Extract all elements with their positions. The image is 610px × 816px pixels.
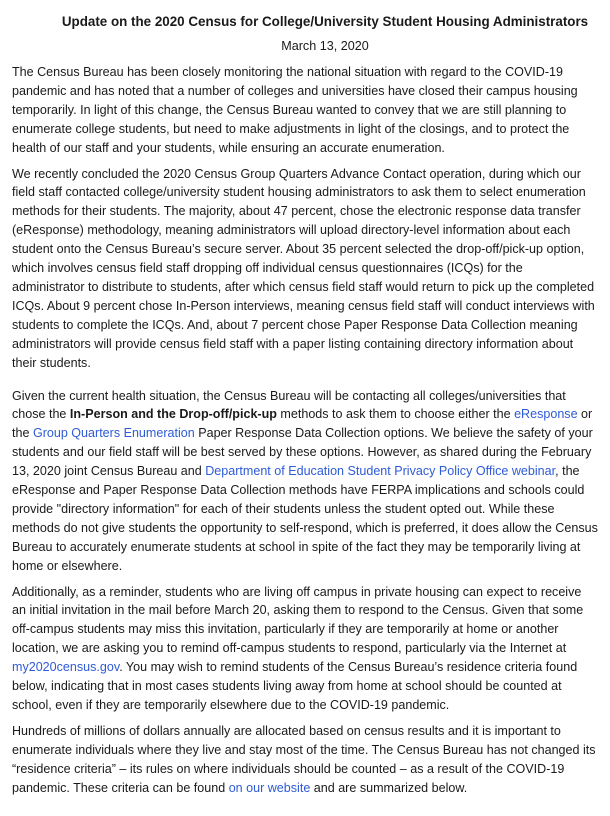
paragraph-intro: The Census Bureau has been closely monitoring the national situation with regard to the COVID-19 pandemic and has noted that a number of colleges and universities have closed their campus housing temporarily. In light of this change, the Census Bureau wanted to convey that we are still planning to enumerate college students, but need to make adjustments in light of the closings, and to protect the health of our staff and your students, while ensuring an accurate enumeration. xyxy=(12,65,578,155)
text-run: and are summarized below. xyxy=(310,780,468,795)
paragraph-health-situation xyxy=(12,387,598,576)
document-date: March 13, 2020 xyxy=(281,39,369,53)
paragraph-off-campus xyxy=(12,583,598,715)
eresponse-link[interactable]: eResponse xyxy=(514,407,578,422)
bold-methods: In-Person and the Drop-off/pick-up xyxy=(69,407,277,422)
text-run: Paper Response Data Collection options. We believe the safety of your students and our field staff will be best served by these options. However, as shared during the February 13, 2020 joint Census Bureau and xyxy=(12,426,593,479)
paragraph-residence-criteria xyxy=(12,722,598,798)
website-link[interactable]: on our website xyxy=(228,780,311,795)
text-run: or the xyxy=(12,407,593,441)
text-run: Additionally, as a reminder, students who are living off campus in private housing can expect to receive an initial invitation in the mail before March 20, asking them to respond to the Census. Given that some off-campus students may miss this invitation, particularly if they are temporarily at home or another location, we are asking you to remind off-campus students to respond, particularly via the Internet at xyxy=(12,584,584,656)
text-run: , the eResponse and Paper Response Data Collection methods have FERPA implications and schools could provide "directory information" for each of their students unless the student opted out. While these methods do not give students the opportunity to self-respond, which is preferred, it does allow the Census Bureau to accurately enumerate students at school in spite of the fact they may be temporarily living at home or elsewhere. xyxy=(12,464,598,573)
text-run: Given the current health situation, the Census Bureau will be contacting all colleges/universities that chose the xyxy=(12,388,566,422)
group-quarters-enumeration-link[interactable]: Group Quarters Enumeration xyxy=(32,426,195,441)
paragraph-advance-contact: We recently concluded the 2020 Census Group Quarters Advance Contact operation, during which our field staff contacted college/university student housing administrators to ask them to select enumeration methods for their students. The majority, about 47 percent, chose the electronic response data transfer (eResponse) methodology, meaning administrators will upload directory-level information about each student onto the Census Bureau’s secure server. About 35 percent selected the drop-off/pick-up option, which involves census field staff dropping off individual census questionnaires (ICQs) for the administrator to distribute to students, after which census field staff would return to pick up the completed ICQs. About 9 percent chose In-Person interviews, meaning census field staff will conduct interviews with students to complete the ICQs. And, about 7 percent chose Paper Response Data Collection meaning administrators will provide census field staff with a paper listing containing directory information about their students. xyxy=(12,166,595,370)
text-run: . You may wish to remind students of the Census Bureau’s residence criteria found below, indicating that in most cases students living away from home at school should be counted at school, even if they are temporarily elsewhere due to the COVID-19 pandemic. xyxy=(12,660,578,712)
my2020census-link[interactable]: my2020census.gov xyxy=(12,660,120,675)
privacy-webinar-link[interactable]: Department of Education Student Privacy Policy Office webinar xyxy=(205,464,556,479)
text-run: methods to ask them to choose either the xyxy=(276,407,515,422)
document-title: Update on the 2020 Census for College/University Student Housing Administrators xyxy=(61,14,589,29)
text-run: Hundreds of millions of dollars annually are allocated based on census results and it is important to enumerate individuals where they live and stay most of the time. The Census Bureau has not changed its “residence criteria” – its rules on where individuals should be counted – as a result of the COVID-19 pandemic. These criteria can be found xyxy=(12,723,596,795)
